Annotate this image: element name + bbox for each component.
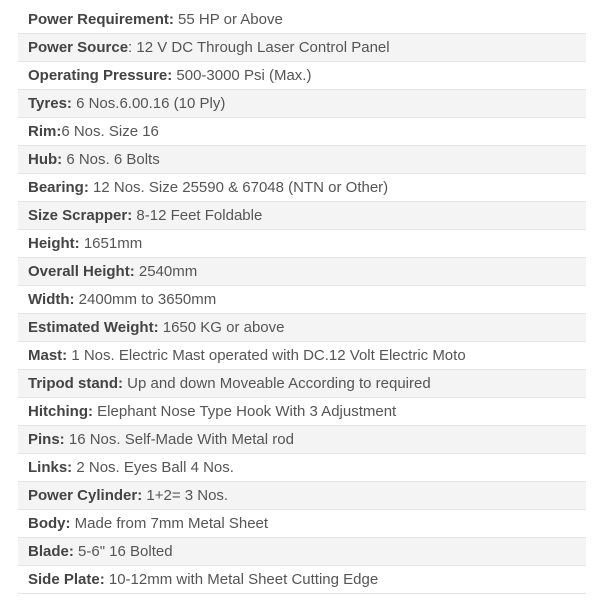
spec-label: Height: [28,235,80,252]
spec-row-pins [18,426,586,454]
spec-row-width [18,286,586,314]
spec-row-size-scrapper [18,202,586,230]
spec-value: 12 Nos. Size 25590 & 67048 (NTN or Other) [88,179,389,196]
spec-label: Hub: [28,151,63,168]
spec-value: : 12 V DC Through Laser Control Panel [128,39,390,56]
spec-row-tripod-stand [18,370,586,398]
spec-value: 6 Nos.6.00.16 (10 Ply) [71,95,226,112]
spec-value: 1651mm [79,235,143,252]
spec-row-blade [18,538,586,566]
spec-value: Made from 7mm Metal Sheet [70,515,269,532]
spec-label: Size Scrapper: [28,207,133,224]
spec-label: Hitching: [28,403,93,420]
spec-row-rim [18,118,586,146]
spec-row-hub [18,146,586,174]
spec-value: 2 Nos. Eyes Ball 4 Nos. [72,459,234,476]
spec-row-body [18,510,586,538]
spec-row-power-requirement [18,6,586,34]
spec-row-estimated-weight [18,314,586,342]
spec-row-height [18,230,586,258]
spec-value: 2540mm [134,263,198,280]
spec-label: Pins: [28,431,65,448]
spec-value: 16 Nos. Self-Made With Metal rod [64,431,294,448]
spec-value: 500-3000 Psi (Max.) [172,67,312,84]
spec-label: Width: [28,291,75,308]
spec-label: Operating Pressure: [28,67,173,84]
spec-value: 1 Nos. Electric Mast operated with DC.12 Volt Electric Moto [67,347,466,364]
spec-row-mast [18,342,586,370]
spec-label: Blade: [28,543,74,560]
spec-label: Body: [28,515,71,532]
spec-label: Links: [28,459,73,476]
spec-row-power-source [18,34,586,62]
spec-label: Side Plate: [28,571,105,588]
spec-label: Estimated Weight: [28,319,159,336]
spec-row-tyres [18,90,586,118]
spec-row-power-cylinder [18,482,586,510]
spec-value: 10-12mm with Metal Sheet Cutting Edge [104,571,379,588]
spec-label: Power Requirement: [28,11,174,28]
spec-label: Power Cylinder: [28,487,143,504]
spec-value: 2400mm to 3650mm [74,291,217,308]
spec-label: Tripod stand: [28,375,123,392]
spec-row-overall-height [18,258,586,286]
spec-value: 55 HP or Above [173,11,283,28]
spec-row-hitching [18,398,586,426]
spec-value: 6 Nos. Size 16 [61,123,159,140]
spec-value: 1+2= 3 Nos. [142,487,229,504]
spec-label: Overall Height: [28,263,135,280]
spec-value: 8-12 Feet Foldable [132,207,263,224]
spec-label: Power Source [28,39,129,56]
spec-label: Rim: [28,123,62,140]
spec-label: Tyres: [28,95,72,112]
spec-row-side-plate [18,566,586,594]
spec-row-operating-pressure [18,62,586,90]
spec-value: Up and down Moveable According to required [123,375,431,392]
spec-row-bearing [18,174,586,202]
spec-label: Bearing: [28,179,89,196]
spec-value: Elephant Nose Type Hook With 3 Adjustment [93,403,397,420]
spec-value: 5-6" 16 Bolted [73,543,173,560]
spec-row-links [18,454,586,482]
spec-value: 6 Nos. 6 Bolts [62,151,160,168]
spec-value: 1650 KG or above [158,319,285,336]
spec-label: Mast: [28,347,68,364]
